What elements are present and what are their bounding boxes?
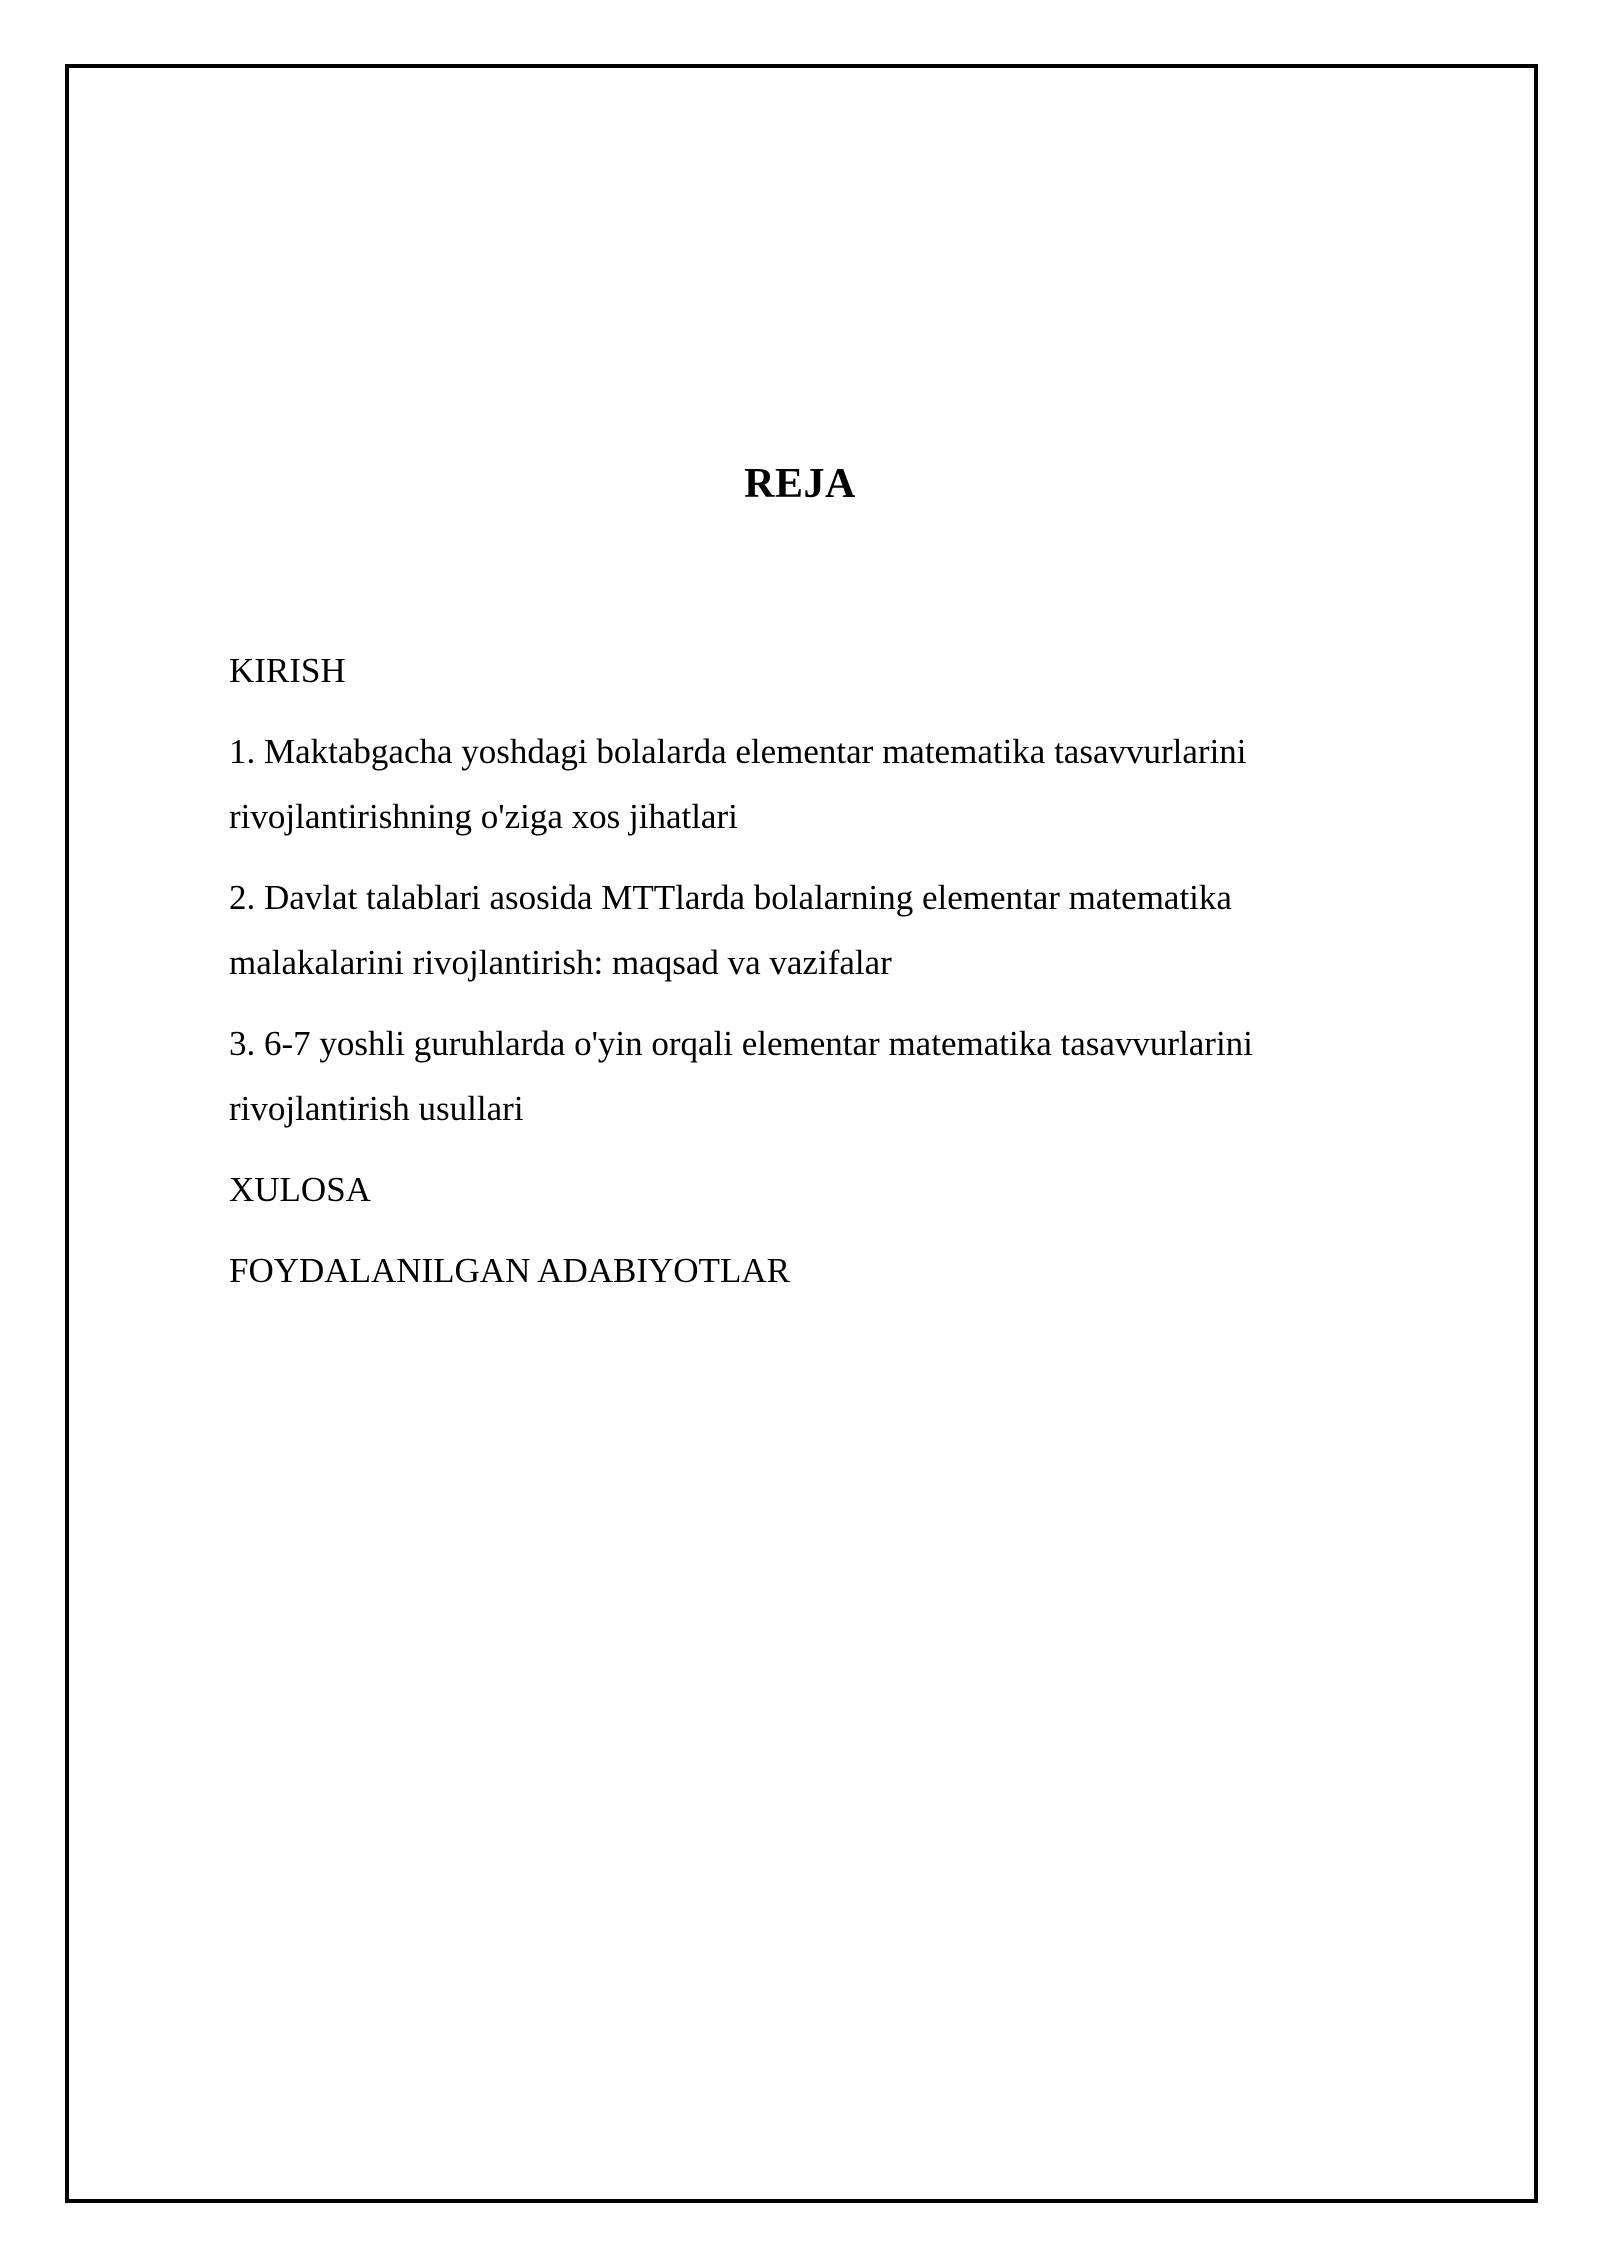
plan-list	[229, 638, 1369, 1319]
plan-title: REJA	[744, 461, 856, 507]
plan-item-section-1: 1. Maktabgacha yoshdagi bolalarda elementar matematika tasavvurlarini rivojlantirishning o'ziga xos jihatlari	[229, 732, 1247, 836]
plan-item-section-2: 2. Davlat talablari asosida MTTlarda bolalarning elementar matematika malakalarini rivojlantirish: maqsad va vazifalar	[229, 878, 1232, 982]
plan-item-section-3: 3. 6-7 yoshli guruhlarda o'yin orqali elementar matematika tasavvurlarini rivojlantirish usullari	[229, 1024, 1253, 1128]
plan-item-introduction: KIRISH	[229, 651, 346, 690]
plan-item-conclusion: XULOSA	[229, 1170, 371, 1209]
plan-item-references: FOYDALANILGAN ADABIYOTLAR	[229, 1251, 790, 1290]
